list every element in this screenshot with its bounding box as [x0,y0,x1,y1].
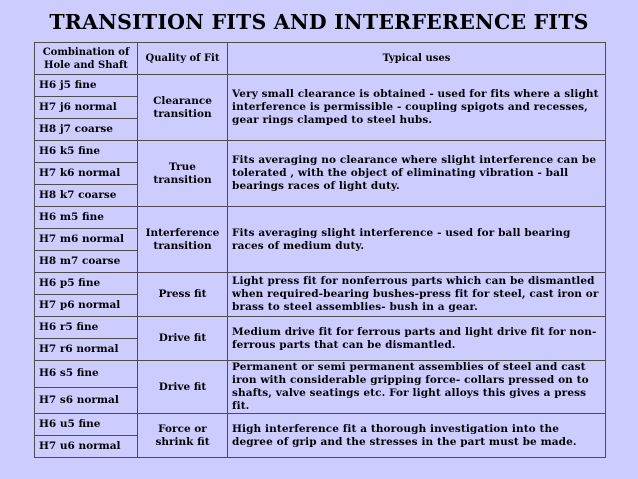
table-row [35,361,606,388]
combination-cell: H7 r6 normal [35,339,138,361]
fits-table [34,42,606,458]
combination-cell: H8 j7 coarse [35,119,138,141]
uses-cell: Light press fit for nonferrous parts which can be dismantled when required-bearing bushes-press fit for steel, cast iron or brass to steel assemblies- bush in a gear. [228,273,606,317]
combination-cell: H6 m5 fine [35,207,138,229]
page-title: TRANSITION FITS AND INTERFERENCE FITS [49,10,589,34]
combination-cell: H7 s6 normal [35,387,138,414]
table-row [35,75,606,97]
uses-cell: Fits averaging slight interference - used for ball bearing races of medium duty. [228,207,606,273]
combination-cell: H6 p5 fine [35,273,138,295]
table-row [35,317,606,339]
table-row [35,207,606,229]
combination-cell: H7 p6 normal [35,295,138,317]
uses-cell: Fits averaging no clearance where slight interference can be tolerated , with the object of eliminating vibration - ball bearings races of light duty. [228,141,606,207]
table-row [35,141,606,163]
header-combination: Combination of Hole and Shaft [35,43,138,75]
uses-cell: Very small clearance is obtained - used for fits where a slight interference is permissible - coupling spigots and recesses, gear rings clamped to steel hubs. [228,75,606,141]
table-row [35,414,606,436]
table-body [35,75,606,458]
quality-cell: Drive fit [138,317,228,361]
combination-cell: H6 r5 fine [35,317,138,339]
header-uses: Typical uses [228,43,606,75]
quality-cell: Interference transition [138,207,228,273]
quality-cell: Clearance transition [138,75,228,141]
combination-cell: H6 j5 fine [35,75,138,97]
combination-cell: H8 k7 coarse [35,185,138,207]
uses-cell: Medium drive fit for ferrous parts and light drive fit for non-ferrous parts that can be dismantled. [228,317,606,361]
quality-cell: True transition [138,141,228,207]
combination-cell: H7 m6 normal [35,229,138,251]
combination-cell: H6 s5 fine [35,361,138,388]
combination-cell: H7 k6 normal [35,163,138,185]
quality-cell: Drive fit [138,361,228,414]
combination-cell: H8 m7 coarse [35,251,138,273]
combination-cell: H7 j6 normal [35,97,138,119]
combination-cell: H6 u5 fine [35,414,138,436]
table-row [35,273,606,295]
uses-cell: Permanent or semi permanent assemblies of steel and cast iron with considerable gripping force- collars pressed on to shafts, valve seatings etc. For light alloys this gives a press fit. [228,361,606,414]
quality-cell: Force or shrink fit [138,414,228,458]
combination-cell: H7 u6 normal [35,436,138,458]
combination-cell: H6 k5 fine [35,141,138,163]
quality-cell: Press fit [138,273,228,317]
uses-cell: High interference fit a thorough investigation into the degree of grip and the stresses in the part must be made. [228,414,606,458]
header-quality: Quality of Fit [138,43,228,75]
table-header-row [35,43,606,75]
